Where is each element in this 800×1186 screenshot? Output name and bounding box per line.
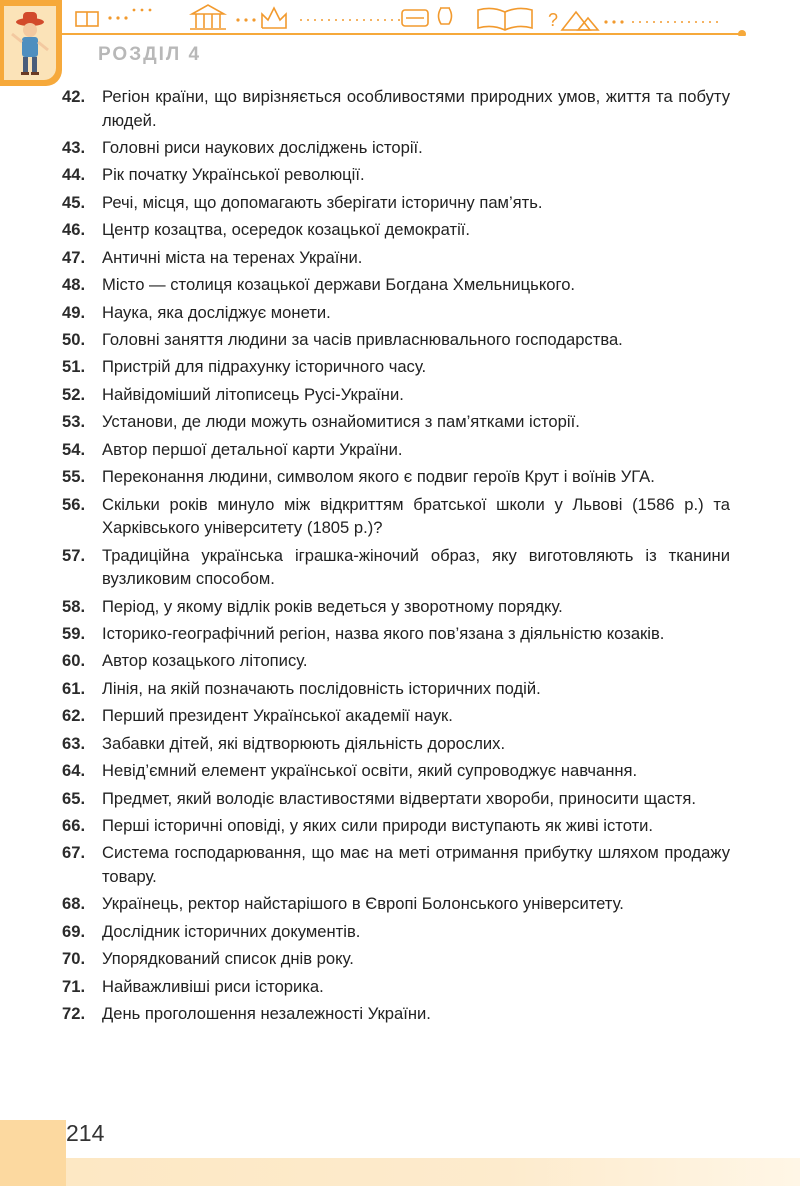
list-item <box>62 328 730 352</box>
item-text: Найвідоміший літописець Русі-України. <box>102 384 404 404</box>
list-item <box>62 493 730 540</box>
item-text: Місто — столиця козацької держави Богдана Хмельницького. <box>102 275 576 295</box>
list-item <box>62 920 730 944</box>
item-text: Найважливіші риси історика. <box>102 976 324 996</box>
item-number: 65. <box>62 788 86 808</box>
item-number: 56. <box>62 494 86 514</box>
item-number: 62. <box>62 706 86 726</box>
dots-decoration-3 <box>604 20 623 23</box>
item-text: Забавки дітей, які відтворюють діяльність дорослих. <box>102 733 506 753</box>
list-item <box>62 947 730 971</box>
list-item <box>62 787 730 811</box>
item-number: 71. <box>62 976 86 996</box>
item-number: 50. <box>62 330 86 349</box>
item-text: Предмет, який володіє властивостями відвертати хвороби, приносити щастя. <box>102 788 696 808</box>
list-item <box>62 544 730 591</box>
item-text: Автор першої детальної карти України. <box>102 439 403 459</box>
list-item <box>62 410 730 434</box>
item-number: 67. <box>62 843 86 863</box>
vase-icon <box>439 8 452 24</box>
list-item <box>62 814 730 838</box>
item-number: 43. <box>62 137 86 157</box>
list-item <box>62 677 730 701</box>
item-text: Період, у якому відлік років ведеться у зворотному порядку. <box>102 596 563 616</box>
list-item <box>62 301 730 325</box>
item-text: Центр козацтва, осередок козацької демократії. <box>102 220 471 240</box>
section-title: РОЗДІЛ 4 <box>98 44 202 65</box>
item-number: 47. <box>62 247 86 267</box>
item-text: Система господарювання, що має на меті отримання прибутку шляхом продажу товару. <box>102 843 730 886</box>
scroll-icon <box>402 10 428 26</box>
dots-decoration-2 <box>236 18 255 21</box>
list-item <box>62 136 730 160</box>
item-text: Історико-географічний регіон, назва якого пов’язана з діяльністю козаків. <box>102 623 665 643</box>
dots-decoration <box>108 9 151 20</box>
item-number: 57. <box>62 545 86 565</box>
item-text: Головні риси наукових досліджень історії. <box>102 137 423 157</box>
item-text: Речі, місця, що допомагають зберігати історичну пам’ять. <box>102 192 543 212</box>
list-item <box>62 622 730 646</box>
item-text: Українець, ректор найстарішого в Європі Болонського університету. <box>102 894 624 914</box>
item-text: Перші історичні оповіді, у яких сили природи виступають як живі істоти. <box>102 816 654 835</box>
list-item <box>62 191 730 215</box>
item-number: 66. <box>62 816 86 835</box>
item-number: 53. <box>62 412 86 432</box>
item-number: 44. <box>62 165 86 185</box>
item-number: 68. <box>62 894 86 914</box>
item-number: 49. <box>62 302 86 322</box>
item-text: Лінія, на якій позначають послідовність історичних подій. <box>102 678 541 698</box>
book-icon <box>76 12 98 26</box>
item-text: Регіон країни, що вирізняється особливостями природних умов, життя та побуту людей. <box>102 87 730 130</box>
list-item <box>62 649 730 673</box>
list-item <box>62 218 730 242</box>
item-number: 72. <box>62 1004 86 1024</box>
item-text: День проголошення незалежності України. <box>102 1004 431 1024</box>
footer-corner <box>0 1120 66 1186</box>
item-text: Упорядкований список днів року. <box>102 949 354 969</box>
item-text: Дослідник історичних документів. <box>102 921 361 941</box>
pyramid-icon <box>562 12 598 30</box>
list-item <box>62 975 730 999</box>
item-text: Невід’ємний елемент української освіти, який супроводжує навчання. <box>102 761 638 781</box>
temple-icon <box>190 5 226 29</box>
list-item <box>62 438 730 462</box>
item-number: 46. <box>62 220 86 240</box>
list-item <box>62 595 730 619</box>
list-item <box>62 759 730 783</box>
list-item <box>62 732 730 756</box>
item-text: Автор козацького літопису. <box>102 651 308 671</box>
item-number: 55. <box>62 467 86 487</box>
item-number: 70. <box>62 949 86 969</box>
item-number: 69. <box>62 921 86 941</box>
item-text: Скільки років минуло між відкриттям братської школи у Львові (1586 р.) та Харківського університету (1805 р.)? <box>102 494 730 538</box>
list-item <box>62 85 730 132</box>
castle-icon <box>262 8 286 28</box>
item-number: 61. <box>62 678 86 698</box>
item-text: Наука, яка досліджує монети. <box>102 302 331 322</box>
explorer-illustration <box>0 0 62 86</box>
item-text: Пристрій для підрахунку історичного часу. <box>102 357 427 377</box>
footer-band <box>66 1158 800 1186</box>
item-number: 58. <box>62 596 86 616</box>
open-book-icon <box>478 8 532 30</box>
page-number: 214 <box>66 1120 105 1146</box>
header-decoration <box>0 0 800 36</box>
item-text: Рік початку Української революції. <box>102 165 365 185</box>
list-item <box>62 163 730 187</box>
item-number: 45. <box>62 192 86 212</box>
list-item <box>62 1002 730 1026</box>
item-number: 52. <box>62 384 86 404</box>
item-number: 51. <box>62 357 86 377</box>
question-list <box>62 85 730 1030</box>
item-number: 42. <box>62 87 86 106</box>
item-number: 63. <box>62 733 86 753</box>
item-number: 60. <box>62 651 86 671</box>
item-number: 54. <box>62 439 86 459</box>
list-item <box>62 704 730 728</box>
item-number: 48. <box>62 275 86 295</box>
question-icon: ? <box>548 10 559 30</box>
item-number: 64. <box>62 761 86 781</box>
corner-frame <box>0 0 62 86</box>
item-text: Перший президент Української академії наук. <box>102 706 453 726</box>
item-text: Античні міста на теренах України. <box>102 247 363 267</box>
item-text: Традиційна українська іграшка-жіночий образ, яку виготовляють із тканини вузликовим способом. <box>102 545 730 589</box>
item-text: Головні заняття людини за часів привласнювального господарства. <box>102 330 623 349</box>
list-item <box>62 246 730 270</box>
list-item <box>62 465 730 489</box>
item-number: 59. <box>62 623 86 643</box>
item-text: Переконання людини, символом якого є подвиг героїв Крут і воїнів УГА. <box>102 467 655 487</box>
list-item <box>62 273 730 297</box>
list-item <box>62 383 730 407</box>
list-item <box>62 892 730 916</box>
list-item <box>62 841 730 888</box>
list-item <box>62 355 730 379</box>
item-text: Установи, де люди можуть ознайомитися з пам’ятками історії. <box>102 412 580 432</box>
